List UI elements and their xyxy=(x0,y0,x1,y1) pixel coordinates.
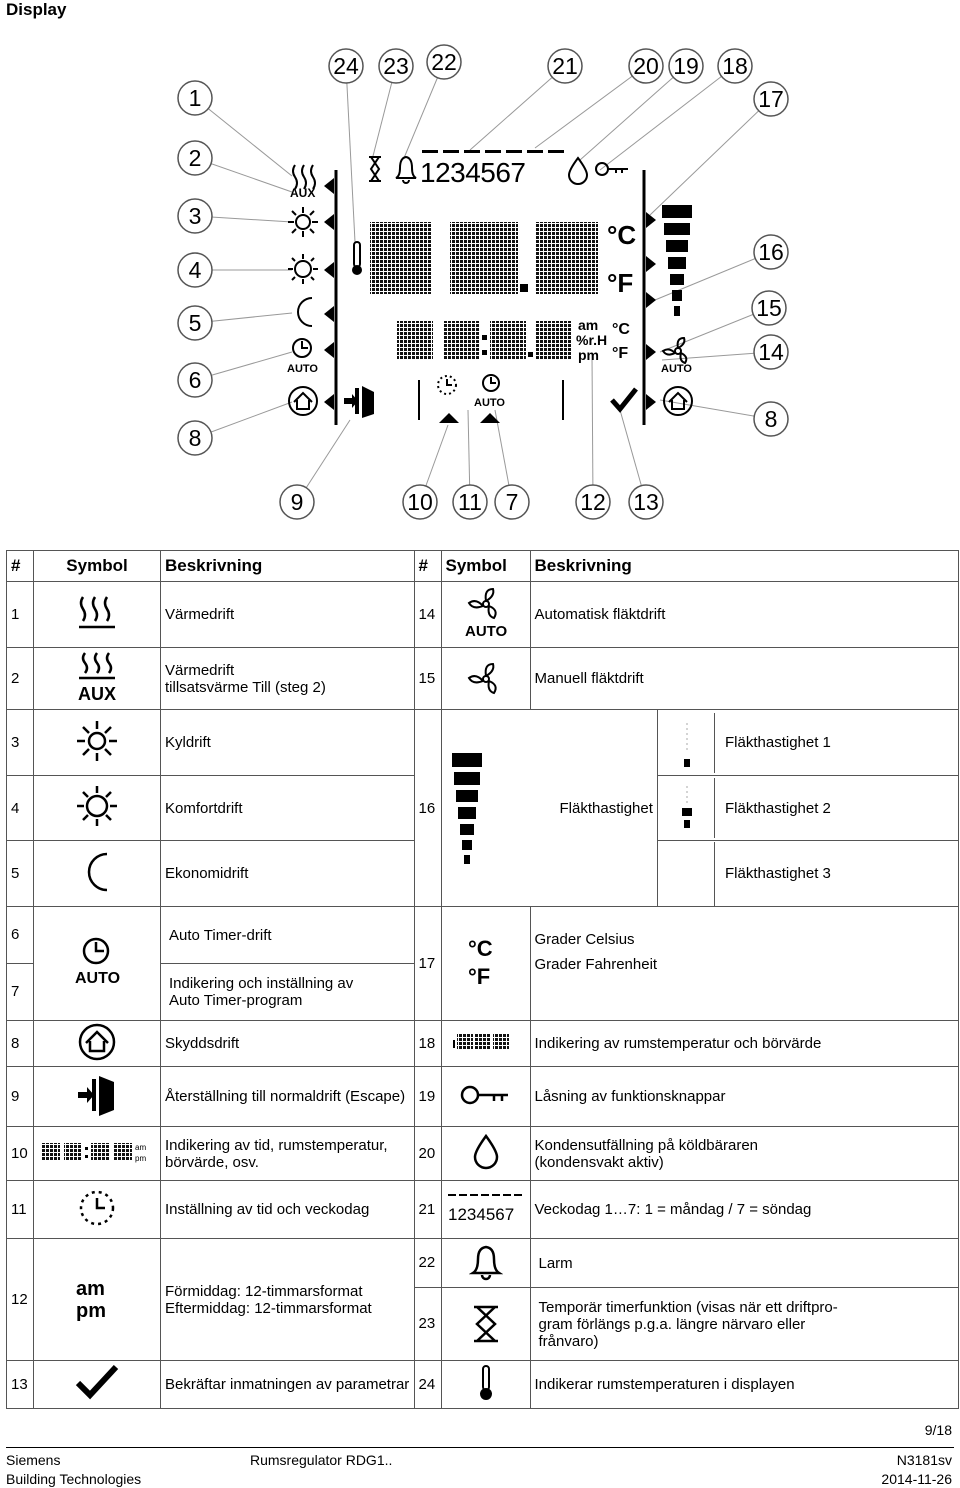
col-symbol-2: Symbol xyxy=(441,551,530,582)
callout-number: 22 xyxy=(431,49,457,75)
economy-icon xyxy=(77,850,117,894)
callout-number: 6 xyxy=(188,367,202,393)
time-display-icon xyxy=(38,1137,156,1167)
weekday-bars xyxy=(422,150,564,153)
comfort-icon xyxy=(288,254,318,284)
callout-number: 8 xyxy=(764,406,778,432)
callout-number: 9 xyxy=(290,489,304,515)
heating-aux-icon xyxy=(75,650,119,704)
hourglass-icon xyxy=(369,157,381,181)
svg-text:°C: °C xyxy=(607,220,637,250)
footer-product: Rumsregulator RDG1.. xyxy=(250,1452,393,1468)
fan-auto-icon xyxy=(661,338,692,375)
table-row: 1 Värmedrift 14 AUTO Automatisk fläktdrift xyxy=(7,582,959,648)
svg-text:°F: °F xyxy=(607,268,634,298)
callout-number: 19 xyxy=(673,53,699,79)
svg-text:1234567: 1234567 xyxy=(447,1204,514,1224)
thermometer-icon xyxy=(352,242,362,275)
auto-timer-icon-2 xyxy=(474,375,505,409)
protection-icon xyxy=(77,1022,117,1062)
fan-speed-icon xyxy=(446,748,516,868)
fan-icon xyxy=(463,657,509,697)
comfort-icon xyxy=(74,783,120,829)
celsius-fahrenheit-icon xyxy=(466,932,506,992)
thermometer-icon xyxy=(476,1363,496,1403)
auto-timer-icon xyxy=(287,339,318,375)
svg-text:pm: pm xyxy=(578,347,599,363)
callout-number: 10 xyxy=(407,489,433,515)
col-symbol: Symbol xyxy=(34,551,161,582)
col-num: # xyxy=(7,551,34,582)
table-row: 13 Bekräftar inmatningen av parametrar 24 Indikerar rumstemperaturen i displayen xyxy=(7,1361,959,1409)
am-pm-icon xyxy=(72,1273,122,1323)
page-number: 9/18 xyxy=(924,1422,952,1438)
callout-number: 15 xyxy=(756,295,782,321)
table-row: 4 Komfortdrift 16 Fläkthastighet 2 xyxy=(7,776,959,841)
hourglass-icon xyxy=(471,1304,501,1344)
svg-text:AUX: AUX xyxy=(290,186,316,200)
callout-number: 2 xyxy=(188,145,202,171)
callout-number: 12 xyxy=(580,489,606,515)
time-set-icon xyxy=(75,1186,119,1230)
callout-number: 20 xyxy=(633,53,659,79)
table-row: 11 Inställning av tid och veckodag 21 1234567 Veckodag 1…7: 1 = måndag / 7 = söndag xyxy=(7,1181,959,1239)
svg-text:AUTO: AUTO xyxy=(75,969,121,987)
svg-text:AUTO: AUTO xyxy=(287,363,318,375)
col-num-2: # xyxy=(414,551,441,582)
svg-text:am: am xyxy=(76,1277,105,1300)
room-temp-display-icon xyxy=(451,1030,521,1054)
bell-icon xyxy=(396,157,416,183)
drop-icon xyxy=(471,1132,501,1172)
table-row: 10 am pm Indikering av tid, rumstemperatur, börvärde, osv. 20 Kondensutfällning på köldbäraren (kondensvakt aktiv) xyxy=(7,1127,959,1181)
svg-text:°C: °C xyxy=(467,935,493,961)
svg-text:AUX: AUX xyxy=(78,683,117,704)
key-icon xyxy=(458,1083,514,1107)
callout-number: 18 xyxy=(722,53,748,79)
table-row: 5 Ekonomidrift Fläkthastighet 3 xyxy=(7,841,959,907)
callout-number: 5 xyxy=(188,310,202,336)
svg-text:°F: °F xyxy=(612,345,629,362)
cooling-icon xyxy=(288,207,318,237)
footer-date: 2014-11-26 xyxy=(881,1471,952,1487)
table-row: 12 am pm Förmiddag: 12-timmarsformat Eftermiddag: 12-timmarsformat 22 23 Larm Temporär timerfunktion (visas när ett driftpro- gram förlängs p.g.a. längre närvaro eller frånvaro) xyxy=(7,1239,959,1361)
svg-text:AUTO: AUTO xyxy=(464,622,507,640)
fan-speed-2-icon xyxy=(658,778,715,838)
weekday-digits: 1234567 xyxy=(420,157,526,188)
page-title: Display xyxy=(6,0,67,19)
drop-icon xyxy=(569,158,587,184)
callout-number: 21 xyxy=(552,53,578,79)
col-desc-2: Beskrivning xyxy=(530,551,959,582)
svg-text:°C: °C xyxy=(612,321,630,338)
table-row: 6 7 AUTO Auto Timer-drift Indikering och inställning av Auto Timer-program 17 °C °F Grader Celsius Grader Fahrenheit xyxy=(7,907,959,1021)
auto-timer-icon xyxy=(72,935,122,989)
callout-number: 13 xyxy=(633,489,659,515)
table-row: 2 AUX Värmedrift tillsatsvärme Till (steg 2) 15 Manuell fläktdrift xyxy=(7,648,959,710)
callout-number: 4 xyxy=(188,257,202,283)
footer-division: Building Technologies xyxy=(6,1471,142,1487)
callout-number: 3 xyxy=(188,203,202,229)
svg-text:%r.H: %r.H xyxy=(576,332,608,348)
cooling-icon xyxy=(74,718,120,764)
footer-company: Siemens xyxy=(6,1452,61,1468)
footer-divider xyxy=(6,1447,954,1448)
callout-number: 11 xyxy=(458,489,482,515)
bell-icon xyxy=(469,1245,503,1281)
svg-text:pm: pm xyxy=(76,1299,106,1322)
escape-icon xyxy=(74,1073,120,1117)
callout-number: 8 xyxy=(188,425,202,451)
col-desc: Beskrivning xyxy=(161,551,415,582)
svg-text:am: am xyxy=(135,1142,147,1152)
check-icon xyxy=(612,389,636,409)
table-row: 8 Skyddsdrift 18 Indikering av rumstemperatur och börvärde xyxy=(7,1021,959,1067)
heating-aux-icon xyxy=(290,165,315,200)
table-row: 3 Kyldrift Fläkthastighet Fläkthastighet 1 xyxy=(7,710,959,776)
svg-text:am: am xyxy=(578,317,599,333)
table-row: 9 Återställning till normaldrift (Escape) 19 Låsning av funktionsknappar xyxy=(7,1067,959,1127)
callout-number: 16 xyxy=(758,239,784,265)
callout-number: 23 xyxy=(383,53,409,79)
symbol-table xyxy=(6,550,959,1409)
protection-icon xyxy=(289,387,317,415)
footer-docno: N3181sv xyxy=(896,1452,952,1468)
svg-text:pm: pm xyxy=(135,1153,147,1163)
time-set-icon xyxy=(438,376,456,394)
svg-text:°F: °F xyxy=(467,963,490,989)
display-diagram xyxy=(0,30,960,550)
callout-number: 1 xyxy=(188,85,202,111)
svg-text:AUTO: AUTO xyxy=(661,363,692,375)
fan-speed-1-icon xyxy=(658,713,715,773)
escape-icon xyxy=(344,386,374,418)
heating-icon xyxy=(77,593,117,633)
svg-text:AUTO: AUTO xyxy=(474,397,505,409)
callout-number: 24 xyxy=(333,53,359,79)
check-icon xyxy=(74,1365,120,1401)
callout-number: 7 xyxy=(505,489,519,515)
callout-number: 17 xyxy=(758,86,784,112)
weekday-icon xyxy=(446,1190,526,1226)
fan-speed-bars xyxy=(662,205,692,316)
callout-number: 14 xyxy=(758,339,784,365)
economy-icon xyxy=(298,298,312,326)
fan-auto-icon xyxy=(461,586,511,640)
